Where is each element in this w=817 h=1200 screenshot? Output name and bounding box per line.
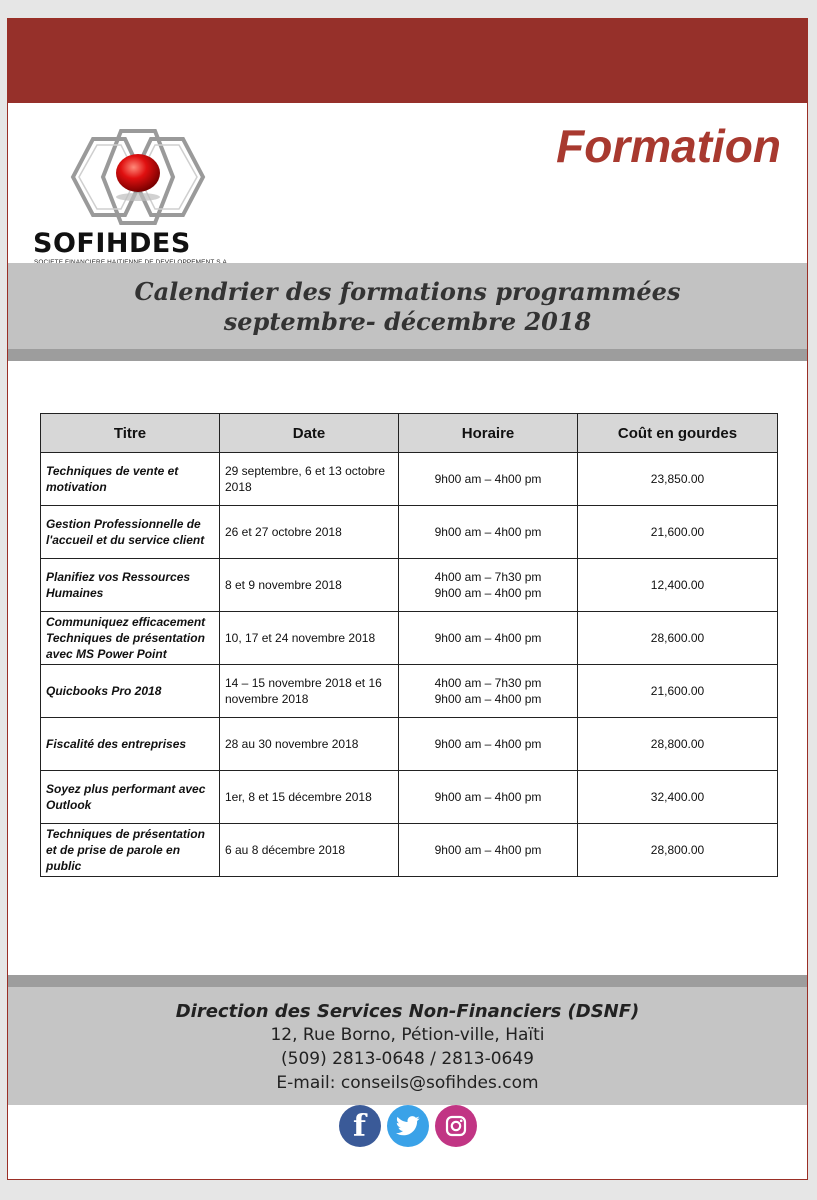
- header-title: Titre: [41, 414, 220, 453]
- row-title: Communiquez efficacement Techniques de présentation avec MS Power Point: [41, 612, 220, 665]
- table-row: [41, 665, 778, 718]
- calendar-period: septembre- décembre 2018: [223, 307, 592, 336]
- row-date: 26 et 27 octobre 2018: [220, 506, 399, 559]
- header-hours: Horaire: [399, 414, 578, 453]
- instagram-icon[interactable]: [435, 1105, 477, 1147]
- calendar-title: Calendrier des formations programmées: [134, 277, 681, 306]
- hours-slot: 9h00 am – 4h00 pm: [434, 631, 542, 645]
- row-title: Quicbooks Pro 2018: [41, 665, 220, 718]
- top-banner: [8, 19, 807, 103]
- row-title: Fiscalité des entreprises: [41, 718, 220, 771]
- training-schedule-table: [40, 413, 778, 877]
- row-title: Techniques de présentation et de prise de parole en public: [41, 824, 220, 877]
- row-hours: [399, 824, 578, 877]
- social-links: [8, 1105, 807, 1151]
- row-date: 8 et 9 novembre 2018: [220, 559, 399, 612]
- table-row: [41, 718, 778, 771]
- facebook-glyph: f: [353, 1108, 366, 1144]
- email[interactable]: E-mail: conseils@sofihdes.com: [276, 1073, 539, 1093]
- contact-footer: [8, 987, 807, 1105]
- header-date: Date: [220, 414, 399, 453]
- sofihdes-logo: [33, 127, 248, 267]
- divider-band: [8, 349, 807, 361]
- table-row: [41, 506, 778, 559]
- facebook-icon[interactable]: [339, 1105, 381, 1147]
- table-row: [41, 559, 778, 612]
- row-hours: [399, 665, 578, 718]
- table-header-row: [41, 414, 778, 453]
- hours-slot: 9h00 am – 4h00 pm: [434, 737, 542, 751]
- row-title: Planifiez vos Ressources Humaines: [41, 559, 220, 612]
- phone-numbers: (509) 2813-0648 / 2813-0649: [281, 1049, 534, 1069]
- brand-name: SOFIHDES: [33, 228, 191, 259]
- row-cost: 32,400.00: [578, 771, 778, 824]
- table-row: [41, 453, 778, 506]
- row-hours: [399, 771, 578, 824]
- footer-divider-band: [8, 975, 807, 987]
- table-row: [41, 824, 778, 877]
- row-date: 29 septembre, 6 et 13 octobre 2018: [220, 453, 399, 506]
- hours-slot: 9h00 am – 4h00 pm: [434, 692, 542, 706]
- row-cost: 21,600.00: [578, 506, 778, 559]
- row-cost: 28,600.00: [578, 612, 778, 665]
- hexagon-logo-icon: [63, 127, 213, 227]
- hours-slot: 9h00 am – 4h00 pm: [434, 843, 542, 857]
- table-row: [41, 612, 778, 665]
- row-title: Techniques de vente et motivation: [41, 453, 220, 506]
- hours-slot: 9h00 am – 4h00 pm: [434, 586, 542, 600]
- row-hours: [399, 453, 578, 506]
- row-date: 28 au 30 novembre 2018: [220, 718, 399, 771]
- row-hours: [399, 612, 578, 665]
- row-title: Gestion Professionnelle de l'accueil et du service client: [41, 506, 220, 559]
- instagram-camera-icon: [445, 1115, 467, 1137]
- twitter-bird-icon: [396, 1116, 420, 1136]
- row-date: 14 – 15 novembre 2018 et 16 novembre 2018: [220, 665, 399, 718]
- hours-slot: 4h00 am – 7h30 pm: [434, 570, 542, 584]
- hours-slot: 9h00 am – 4h00 pm: [434, 790, 542, 804]
- hours-slot: 4h00 am – 7h30 pm: [434, 676, 542, 690]
- hours-slot: 9h00 am – 4h00 pm: [434, 472, 542, 486]
- hours-slot: 9h00 am – 4h00 pm: [434, 525, 542, 539]
- header-cost: Coût en gourdes: [578, 414, 778, 453]
- row-cost: 23,850.00: [578, 453, 778, 506]
- row-cost: 12,400.00: [578, 559, 778, 612]
- flyer-page: [7, 18, 808, 1180]
- row-hours: [399, 718, 578, 771]
- table-row: [41, 771, 778, 824]
- row-hours: [399, 559, 578, 612]
- formation-title: Formation: [556, 120, 781, 172]
- department-name: Direction des Services Non-Financiers (DSNF): [175, 1001, 640, 1022]
- row-cost: 28,800.00: [578, 824, 778, 877]
- row-date: 10, 17 et 24 novembre 2018: [220, 612, 399, 665]
- row-date: 1er, 8 et 15 décembre 2018: [220, 771, 399, 824]
- row-cost: 21,600.00: [578, 665, 778, 718]
- subtitle-band: [8, 263, 807, 349]
- row-cost: 28,800.00: [578, 718, 778, 771]
- address: 12, Rue Borno, Pétion-ville, Haïti: [270, 1025, 545, 1045]
- row-date: 6 au 8 décembre 2018: [220, 824, 399, 877]
- row-hours: [399, 506, 578, 559]
- twitter-icon[interactable]: [387, 1105, 429, 1147]
- row-title: Soyez plus performant avec Outlook: [41, 771, 220, 824]
